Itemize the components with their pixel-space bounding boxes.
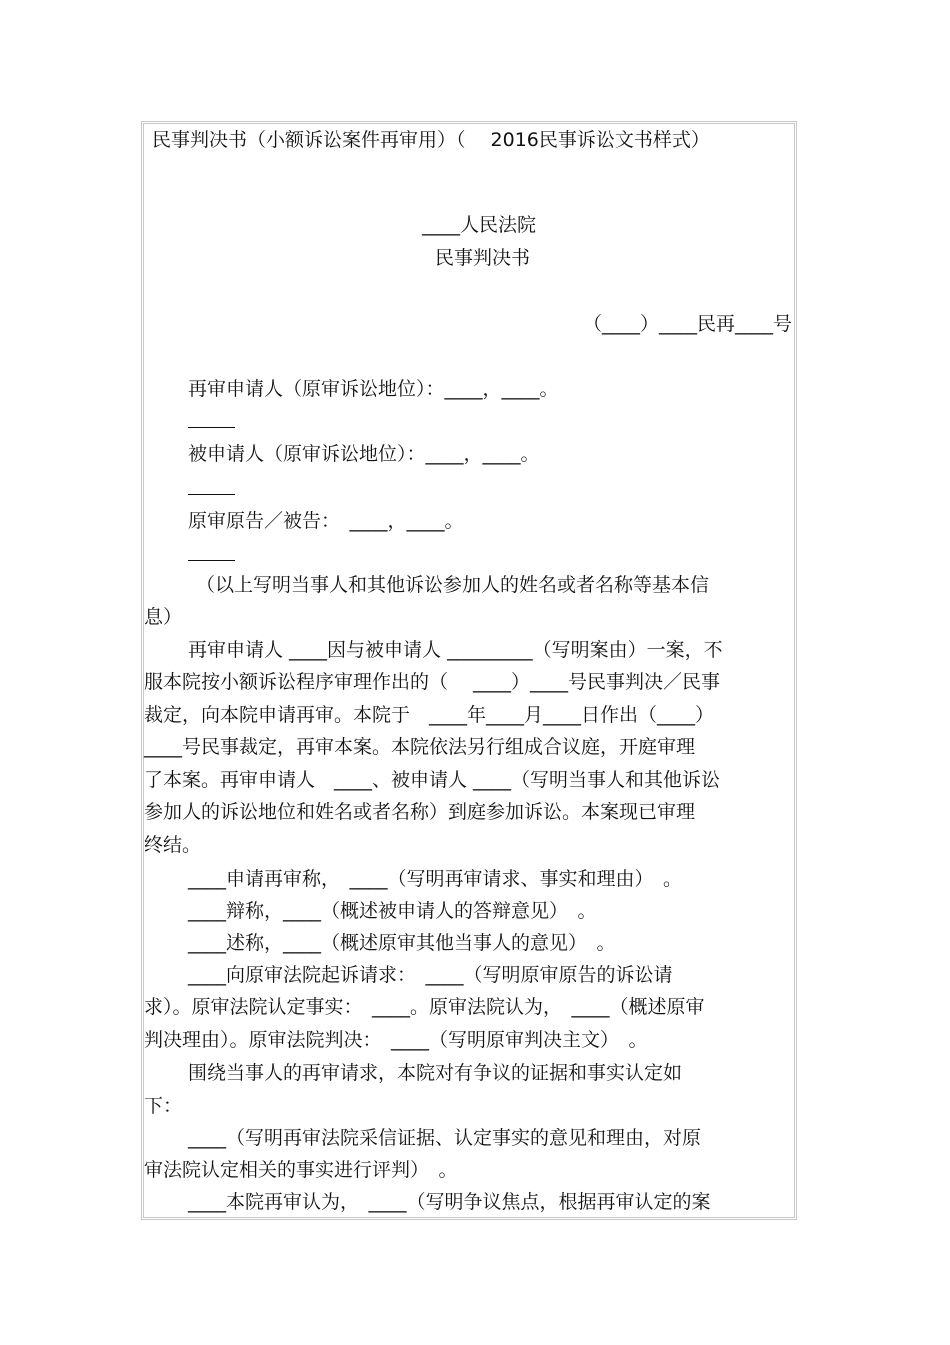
party-applicant: 再审申请人（原审诉讼地位）：____，____。 xyxy=(188,378,559,400)
body-line: ____号民事裁定，再审本案。本院依法另行组成合议庭，开庭审理 xyxy=(144,736,696,758)
party-respondent: 被申请人（原审诉讼地位）：____，____。 xyxy=(188,443,540,465)
body-line: 了本案。再审申请人 ____、被申请人 ____（写明当事人和其他诉讼 xyxy=(144,769,721,791)
court-name: ____人民法院 xyxy=(422,214,537,236)
blank-line xyxy=(188,494,235,495)
body-line: 终结。 xyxy=(144,834,202,856)
party-original: 原审原告／被告： ____，____。 xyxy=(188,510,464,532)
body-line: ____向原审法院起诉请求： ____（写明原审原告的诉讼请 xyxy=(188,964,673,986)
body-line: ____述称，____（概述原审其他当事人的意见） 。 xyxy=(188,932,616,954)
body-line: ____申请再审称， ____（写明再审请求、事实和理由） 。 xyxy=(188,868,683,890)
body-line: 判决理由）。原审法院判决： ____（写明原审判决主文） 。 xyxy=(144,1029,648,1051)
body-line: 再审申请人 ____因与被申请人 _________（写明案由）一案，不 xyxy=(188,639,723,661)
body-line: 审法院认定相关的事实进行评判） 。 xyxy=(144,1159,458,1181)
body-line: （以上写明当事人和其他诉讼参加人的姓名或者名称等基本信 xyxy=(196,574,710,596)
body-line: ____辩称，____（概述被申请人的答辩意见） 。 xyxy=(188,900,597,922)
document-title: 民事判决书（小额诉讼案件再审用）（ 2016民事诉讼文书样式） xyxy=(152,129,710,151)
body-line: 下： xyxy=(144,1095,183,1117)
body-line: 裁定，向本院申请再审。本院于 ____年____月____日作出（____） xyxy=(144,704,715,726)
body-line: 围绕当事人的再审请求，本院对有争议的证据和事实认定如 xyxy=(188,1062,683,1084)
judgment-heading: 民事判决书 xyxy=(435,247,531,269)
body-line: 服本院按小额诉讼程序审理作出的（ ____）____号民事判决／民事 xyxy=(144,671,721,693)
body-line: 参加人的诉讼地位和姓名或者名称）到庭参加诉讼。本案现已审理 xyxy=(144,801,696,823)
body-line: ____（写明再审法院采信证据、认定事实的意见和理由，对原 xyxy=(188,1127,702,1149)
blank-line xyxy=(188,560,235,561)
body-line: ____本院再审认为， ____（写明争议焦点，根据再审认定的案 xyxy=(188,1191,711,1213)
body-line: 息） xyxy=(144,606,183,628)
body-line: 求）。原审法院认定事实： ____。原审法院认为， ____（概述原审 xyxy=(144,996,705,1018)
case-number: （____）____民再____号 xyxy=(582,313,792,335)
blank-line xyxy=(188,427,235,428)
